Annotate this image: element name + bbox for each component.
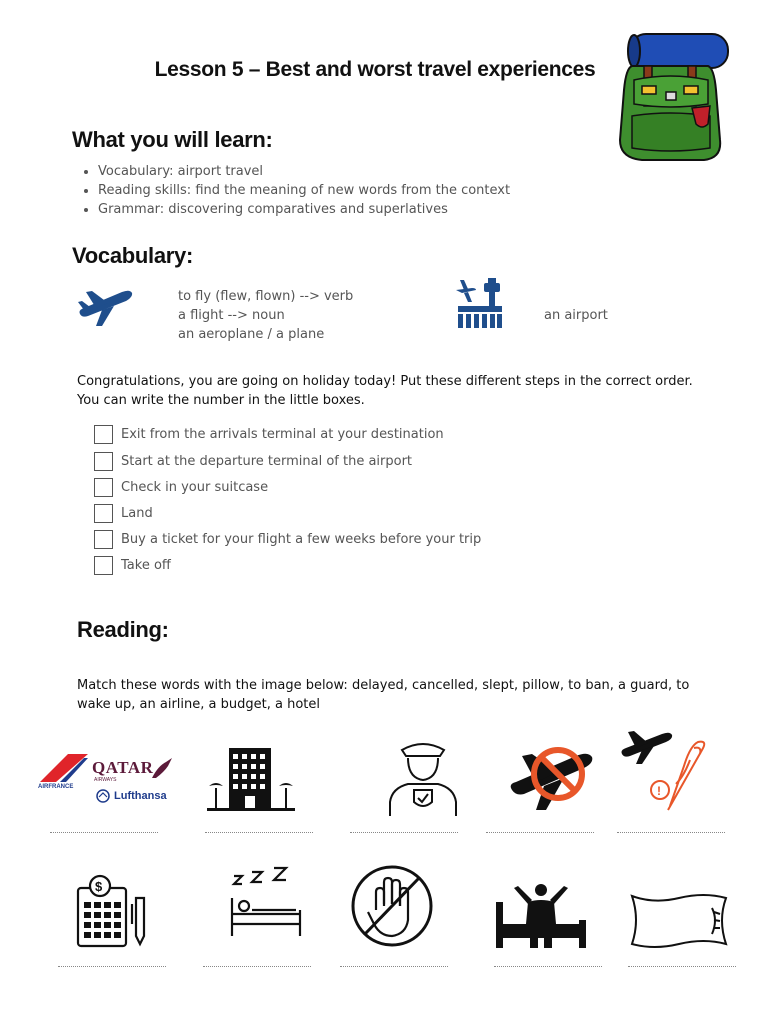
airfrance-logo-icon	[38, 752, 90, 784]
learn-list	[80, 162, 510, 219]
steps-instruction: Congratulations, you are going on holiday today! Put these different steps in the correct order. You can write the number in the little boxes.	[77, 374, 693, 408]
delayed-icon	[618, 726, 712, 814]
reading-instruction: Match these words with the image below: delayed, cancelled, slept, pillow, to ban, a guard, to wake up, an airline, a budget, a hotel	[77, 678, 690, 712]
answer-line[interactable]	[50, 832, 158, 833]
answer-line[interactable]	[628, 966, 736, 967]
answer-line[interactable]	[494, 966, 602, 967]
vocab-line: a flight --> noun	[178, 308, 285, 323]
reading-heading: Reading:	[77, 617, 169, 642]
step-number-box[interactable]	[94, 478, 113, 497]
step-item[interactable]	[94, 423, 444, 445]
page-title: Lesson 5 – Best and worst travel experiences	[154, 58, 596, 81]
building-icon	[205, 744, 297, 812]
vocab-line: to fly (flew, flown) --> verb	[178, 289, 354, 304]
wake-up-icon	[494, 882, 588, 950]
step-label: Land	[121, 505, 153, 521]
answer-line[interactable]	[486, 832, 594, 833]
step-item[interactable]	[94, 450, 412, 472]
vocabulary-heading: Vocabulary:	[72, 243, 193, 268]
step-item[interactable]	[94, 528, 481, 550]
step-item[interactable]	[94, 554, 171, 576]
step-item[interactable]	[94, 476, 268, 498]
learn-item: • Grammar: discovering comparatives and superlatives	[98, 200, 510, 219]
answer-line[interactable]	[58, 966, 166, 967]
lufthansa-text: Lufthansa	[114, 790, 167, 802]
step-item[interactable]	[94, 502, 153, 524]
step-label: Start at the departure terminal of the airport	[121, 453, 413, 469]
step-number-box[interactable]	[94, 530, 113, 549]
svg-text:!: !	[657, 784, 661, 798]
pillow-icon	[626, 888, 732, 952]
qatar-oryx-icon	[150, 756, 174, 780]
step-number-box[interactable]	[94, 504, 113, 523]
answer-line[interactable]	[203, 966, 311, 967]
step-number-box[interactable]	[94, 556, 113, 575]
answer-line[interactable]	[617, 832, 725, 833]
stop-hand-icon	[348, 864, 436, 948]
step-number-box[interactable]	[94, 425, 113, 444]
qatar-text: QATAR	[92, 758, 154, 777]
learn-heading: What you will learn:	[72, 127, 273, 152]
learn-item: • Vocabulary: airport travel	[98, 162, 510, 181]
plane-vocab	[178, 287, 353, 344]
guard-icon	[386, 738, 460, 818]
step-label: Check in your suitcase	[121, 479, 269, 495]
qatar-sub-text: AIRWAYS	[94, 777, 117, 783]
airline-logos	[36, 748, 176, 808]
plane-icon	[76, 284, 134, 328]
answer-line[interactable]	[340, 966, 448, 967]
budget-icon	[74, 874, 156, 948]
answer-line[interactable]	[350, 832, 458, 833]
step-label: Take off	[121, 557, 171, 573]
answer-line[interactable]	[205, 832, 313, 833]
svg-text:$: $	[95, 879, 103, 894]
backpack-icon	[612, 30, 732, 164]
lufthansa-crane-icon	[96, 789, 110, 803]
airport-icon	[454, 276, 506, 330]
step-label: Buy a ticket for your flight a few weeks before your trip	[121, 531, 482, 547]
banned-plane-icon	[506, 740, 596, 812]
sleep-icon	[228, 866, 304, 938]
learn-item: • Reading skills: find the meaning of new words from the context	[98, 181, 510, 200]
vocab-line: an aeroplane / a plane	[178, 327, 325, 342]
step-label: Exit from the arrivals terminal at your destination	[121, 426, 444, 442]
airport-label: an airport	[544, 308, 608, 323]
airfrance-text: AIRFRANCE	[38, 784, 74, 790]
step-number-box[interactable]	[94, 452, 113, 471]
